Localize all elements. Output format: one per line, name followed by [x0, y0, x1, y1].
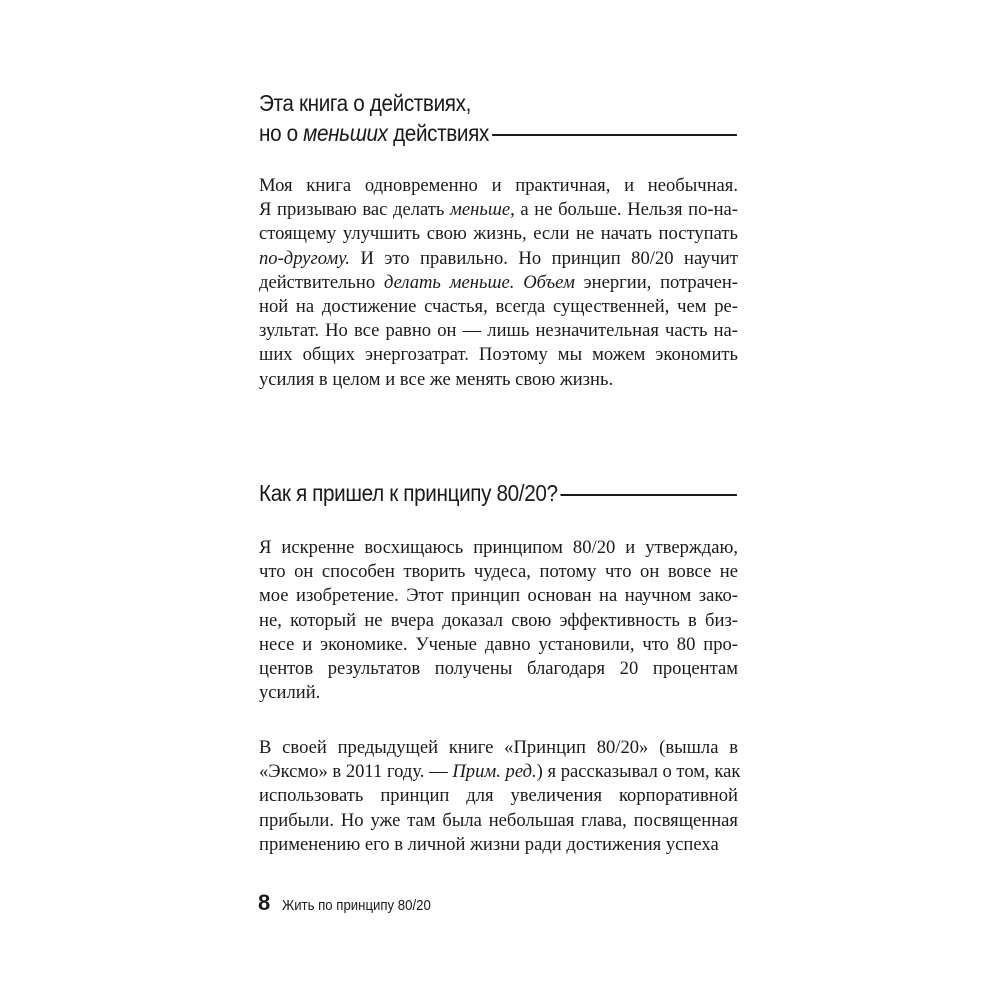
- text-line: [259, 295, 738, 319]
- body-text: применению его в личной жизни ради достижения успеха: [259, 833, 719, 855]
- body-text: Моя книга одновременно и практичная, и необычная.: [259, 175, 738, 196]
- page-number: 8: [258, 890, 271, 915]
- paragraph-3: [259, 736, 741, 857]
- emphasis-text: Прим. ред.: [452, 761, 537, 783]
- body-text: , а не больше. Нельзя по-на-: [510, 199, 738, 221]
- emphasis-text: меньше: [450, 199, 511, 221]
- text-line: [259, 584, 738, 608]
- text-line: [259, 198, 738, 222]
- body-text: Я искренне восхищаюсь принципом 80/20 и утверждаю,: [259, 537, 738, 558]
- text-line: [259, 536, 738, 560]
- body-text: энергии, потрачен-: [574, 271, 738, 293]
- heading-rule: [492, 134, 737, 136]
- body-text: несе и экономике. Ученые давно установили, что 80 про-: [259, 633, 738, 655]
- text-line: [259, 560, 738, 584]
- body-text: ) я рассказывал о том, как: [536, 761, 741, 783]
- body-text: усилия в целом и все же менять свою жизнь.: [259, 368, 614, 390]
- emphasis-text: делать меньше. Объем: [383, 271, 575, 293]
- heading-1-line-2-start: но о: [259, 120, 304, 146]
- text-line: [259, 319, 738, 343]
- text-line: [259, 343, 738, 367]
- body-text: И это правильно. Но принцип 80/20 научит: [349, 247, 738, 269]
- body-text: ной на достижение счастья, всегда существенней, чем ре-: [259, 296, 738, 318]
- text-line: [259, 247, 738, 271]
- body-text: ших общих энергозатрат. Поэтому мы можем экономить: [259, 344, 738, 366]
- section-heading-1: [259, 88, 737, 148]
- running-title: Жить по принципу 80/20: [282, 897, 432, 914]
- text-line: [259, 784, 738, 808]
- text-line: [259, 833, 738, 857]
- text-line: [259, 271, 738, 295]
- text-line: [259, 174, 738, 198]
- heading-rule: [560, 494, 737, 496]
- section-heading-2: [259, 478, 737, 508]
- body-text: В своей предыдущей книге «Принцип 80/20» (вышла в: [259, 737, 738, 758]
- text-line: [259, 609, 738, 633]
- body-text: усилий.: [259, 682, 321, 704]
- body-text: центов результатов получены благодаря 20 процентам: [259, 658, 738, 680]
- heading-1-line-1: Эта книга о действиях,: [259, 90, 472, 116]
- body-text: зультат. Но все равно он — лишь незначительная часть на-: [259, 320, 738, 342]
- text-line: [259, 633, 738, 657]
- text-line: [259, 760, 741, 784]
- body-text: «Эксмо» в 2011 году. —: [259, 761, 453, 783]
- text-line: [259, 736, 738, 760]
- body-text: Я призываю вас делать: [259, 199, 451, 221]
- body-text: действительно: [259, 271, 384, 293]
- text-line: [259, 657, 738, 681]
- heading-1-line-2-emphasis: меньших: [303, 120, 388, 146]
- body-text: что он способен творить чудеса, потому что он вовсе не: [259, 561, 738, 583]
- body-text: мое изобретение. Этот принцип основан на научном зако-: [259, 585, 738, 607]
- paragraph-1: [259, 174, 738, 392]
- text-line: [259, 368, 738, 392]
- paragraph-2: [259, 536, 738, 705]
- body-text: не, который не вчера доказал свою эффективность в биз-: [259, 609, 738, 631]
- heading-1-line-2-end: действиях: [387, 120, 489, 146]
- heading-2-text: Как я пришел к принципу 80/20?: [259, 480, 558, 506]
- body-text: прибыли. Но уже там была небольшая глава, посвященная: [259, 809, 738, 831]
- text-line: [259, 681, 738, 705]
- text-line: [259, 809, 738, 833]
- text-line: [259, 222, 738, 246]
- emphasis-text: по-другому.: [259, 247, 350, 269]
- body-text: стоящему улучшить свою жизнь, если не начать поступать: [259, 223, 738, 245]
- page-footer: [258, 890, 451, 916]
- body-text: использовать принцип для увеличения корпоративной: [259, 785, 738, 807]
